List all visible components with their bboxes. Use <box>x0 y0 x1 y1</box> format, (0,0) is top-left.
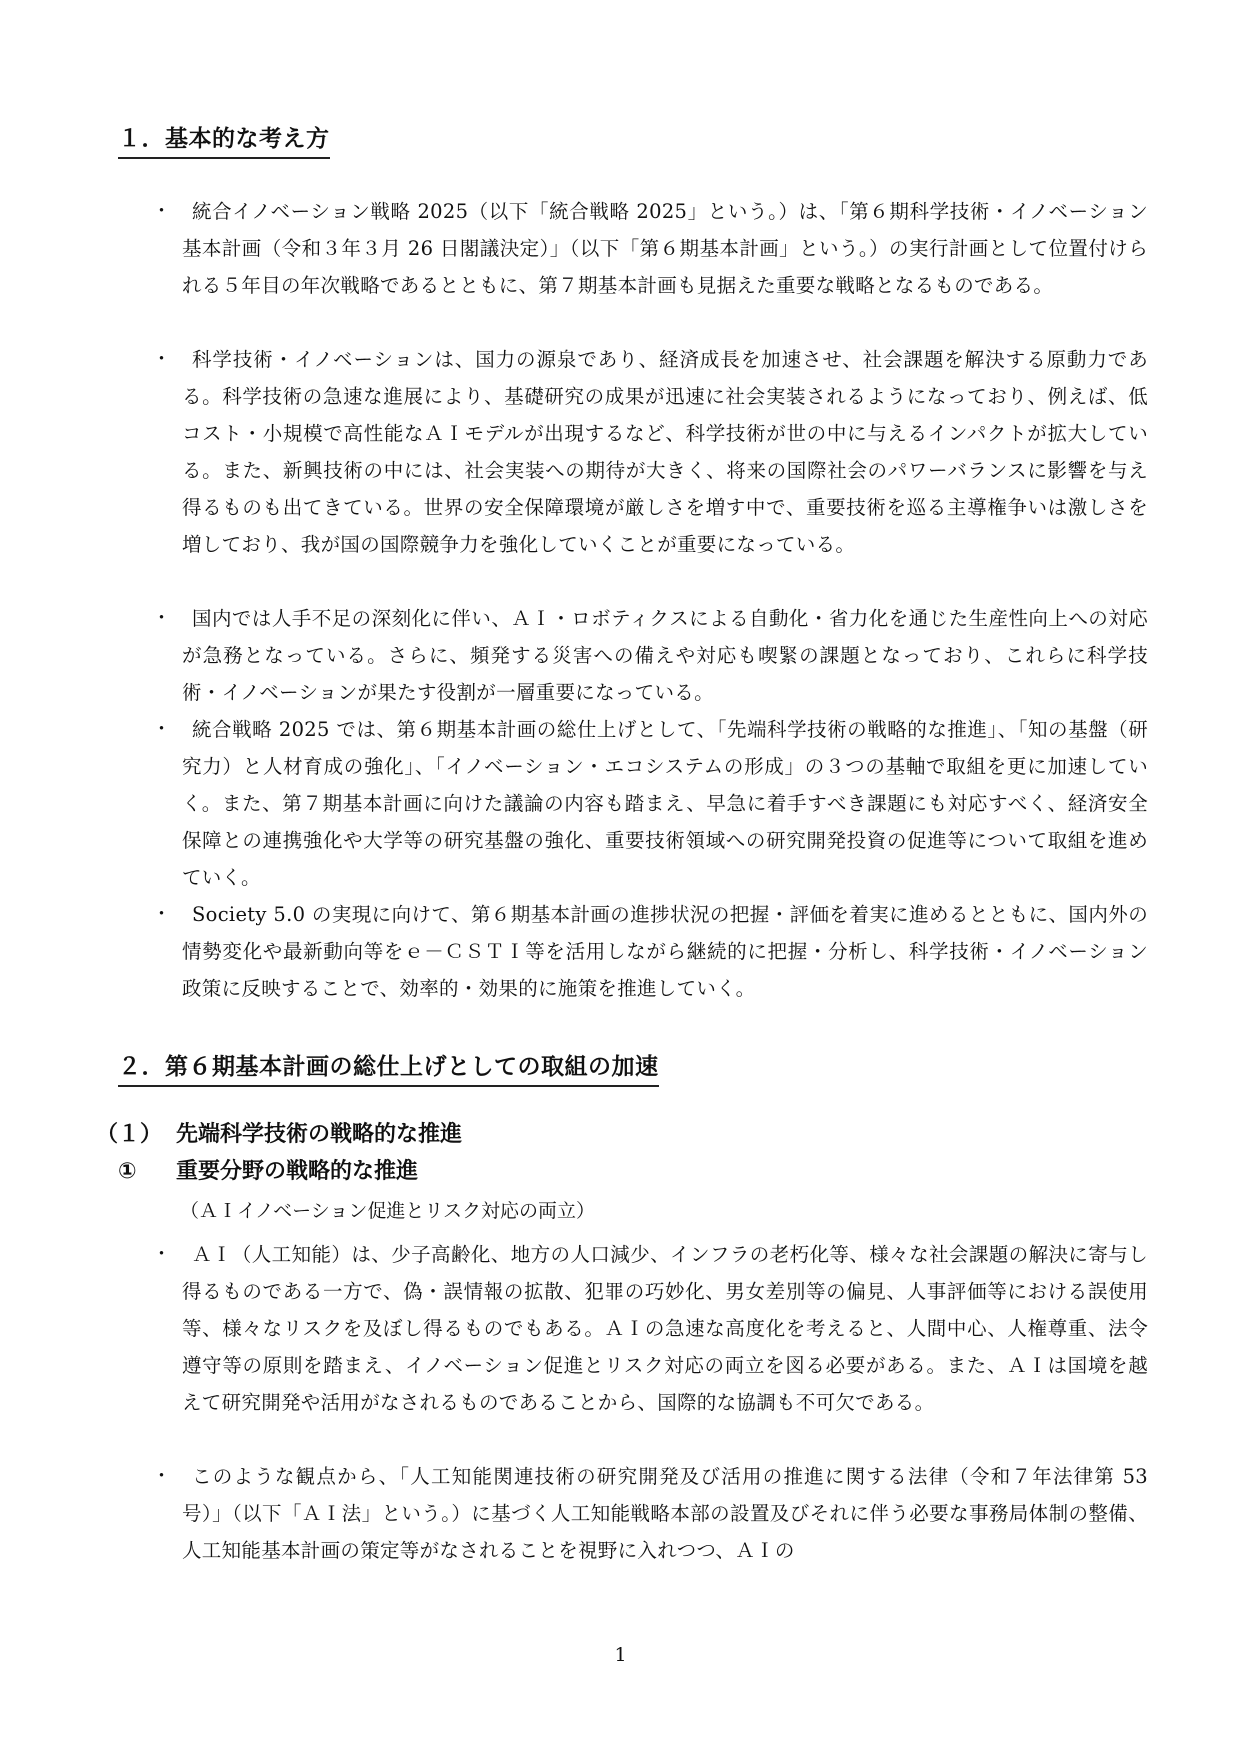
bullet-mark: ・ <box>152 607 172 629</box>
bullet-mark: ・ <box>152 1243 172 1265</box>
item-number: ① <box>118 1159 137 1184</box>
bullet-mark: ・ <box>152 903 172 925</box>
paragraph: このような観点から、「人工知能関連技術の研究開発及び活用の推進に関する法律（令和７年法律第 53 号）」（以下「ＡＩ法」という。）に基づく人工知能戦略本部の設置及びそれに伴う必要な事務局体制の整備、人工知能基本計画の策定等がなされることを視野に入れつつ、ＡＩの <box>182 1465 1149 1562</box>
section-heading-1: １．基本的な考え方 <box>118 124 330 159</box>
paragraph: 国内では人手不足の深刻化に伴い、ＡＩ・ロボティクスによる自動化・省力化を通じた生産性向上への対応が急務となっている。さらに、頻発する災害への備えや対応も喫緊の課題となっており、これらに科学技術・イノベーションが果たす役割が一層重要になっている。 <box>182 607 1148 704</box>
subsection-number: （１） <box>96 1122 163 1147</box>
topic-note: （ＡＩイノベーション促進とリスク対応の両立） <box>180 1200 595 1222</box>
subsection-title: 先端科学技術の戦略的な推進 <box>176 1122 463 1147</box>
item-heading <box>118 1157 618 1189</box>
bullet-mark: ・ <box>152 718 172 740</box>
bullet-mark: ・ <box>152 200 172 222</box>
bullet-mark: ・ <box>152 1465 172 1487</box>
item-title: 重要分野の戦略的な推進 <box>176 1159 419 1184</box>
paragraph: 科学技術・イノベーションは、国力の源泉であり、経済成長を加速させ、社会課題を解決する原動力である。科学技術の急速な進展により、基礎研究の成果が迅速に社会実装されるようになっており、例えば、低コスト・小規模で高性能なＡＩモデルが出現するなど、科学技術が世の中に与えるインパクトが拡大している。また、新興技術の中には、社会実装への期待が大きく、将来の国際社会のパワーバランスに影響を与え得るものも出てきている。世界の安全保障環境が厳しさを増す中で、重要技術を巡る主導権争いは激しさを増しており、我が国の国際競争力を強化していくことが重要になっている。 <box>182 348 1148 556</box>
paragraph: 統合戦略 2025 では、第６期基本計画の総仕上げとして、「先端科学技術の戦略的な推進」、「知の基盤（研究力）と人材育成の強化」、「イノベーション・エコシステムの形成」の３つの基軸で取組を更に加速していく。また、第７期基本計画に向けた議論の内容も踏まえ、早急に着手すべき課題にも対応すべく、経済安全保障との連携強化や大学等の研究基盤の強化、重要技術領域への研究開発投資の促進等について取組を進めていく。 <box>182 718 1148 889</box>
bullet-mark: ・ <box>152 348 172 370</box>
paragraph: Society 5.0 の実現に向けて、第６期基本計画の進捗状況の把握・評価を着実に進めるとともに、国内外の情勢変化や最新動向等をｅ－ＣＳＴＩ等を活用しながら継続的に把握・分析し、科学技術・イノベーション政策に反映することで、効率的・効果的に施策を推進していく。 <box>182 903 1148 1000</box>
paragraph: 統合イノベーション戦略 2025（以下「統合戦略 2025」という。）は、「第６期科学技術・イノベーション基本計画（令和３年３月 26 日閣議決定）」（以下「第６期基本計画」という。）の実行計画として位置付けられる５年目の年次戦略であるとともに、第７期基本計画も見据えた重要な戦略となるものである。 <box>182 200 1148 297</box>
page-number: 1 <box>614 1644 627 1666</box>
paragraph: ＡＩ（人工知能）は、少子高齢化、地方の人口減少、インフラの老朽化等、様々な社会課題の解決に寄与し得るものである一方で、偽・誤情報の拡散、犯罪の巧妙化、男女差別等の偏見、人事評価等における誤使用等、様々なリスクを及ぼし得るものでもある。ＡＩの急速な高度化を考えると、人間中心、人権尊重、法令遵守等の原則を踏まえ、イノベーション促進とリスク対応の両立を図る必要がある。また、ＡＩは国境を越えて研究開発や活用がなされるものであることから、国際的な協調も不可欠である。 <box>182 1243 1148 1414</box>
subsection-heading <box>96 1120 596 1152</box>
section-heading-2: ２．第６期基本計画の総仕上げとしての取組の加速 <box>118 1052 659 1087</box>
